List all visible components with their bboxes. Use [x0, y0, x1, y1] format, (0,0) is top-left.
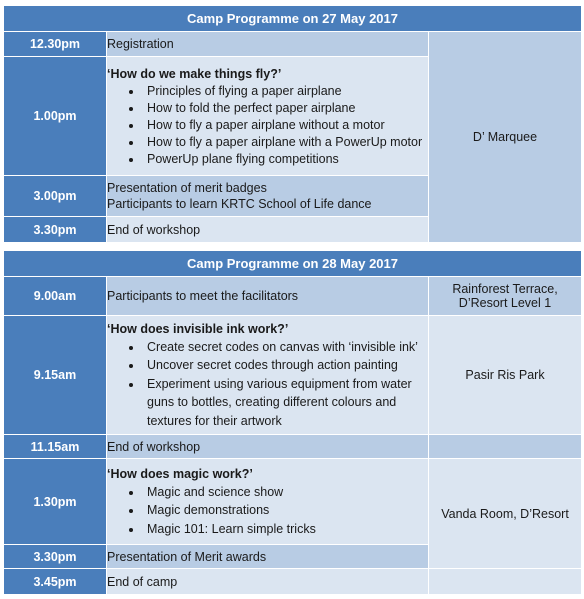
activity-line: Participants to learn KRTC School of Life dance	[107, 197, 372, 211]
time-cell: 3.45pm	[4, 569, 107, 595]
session-heading: ‘How does magic work?’	[107, 466, 253, 481]
activity-cell: End of workshop	[107, 217, 429, 243]
time-cell: 3.00pm	[4, 176, 107, 217]
day1-title: Camp Programme on 27 May 2017	[4, 6, 582, 32]
session-heading: ‘How do we make things fly?’	[107, 66, 282, 81]
list-item: • Magic demonstrations	[143, 501, 428, 520]
venue-cell-empty	[429, 435, 582, 459]
list-item: • How to fly a paper airplane with a PowerUp motor	[143, 134, 428, 151]
list-item: • Create secret codes on canvas with ‘invisible ink’	[143, 338, 428, 357]
time-cell: 9.15am	[4, 316, 107, 435]
day1-venue: D’ Marquee	[429, 32, 582, 243]
time-cell: 3.30pm	[4, 217, 107, 243]
activity-cell: Participants to meet the facilitators	[107, 277, 429, 316]
list-item: • Experiment using various equipment from water guns to bottles, creating different colours and textures for their artwork	[143, 375, 428, 431]
list-item: • Uncover secret codes through action painting	[143, 356, 428, 375]
day1-header-row	[4, 6, 582, 32]
time-cell: 1.30pm	[4, 459, 107, 545]
activity-cell: Presentation of Merit awards	[107, 545, 429, 569]
day1-programme-table	[3, 5, 582, 243]
list-item: • Magic and science show	[143, 483, 428, 502]
schedule-row	[4, 277, 582, 316]
venue-cell: Rainforest Terrace, D’Resort Level 1	[429, 277, 582, 316]
day2-header-row	[4, 251, 582, 277]
venue-cell: Pasir Ris Park	[429, 316, 582, 435]
time-cell: 11.15am	[4, 435, 107, 459]
activity-cell	[107, 57, 429, 176]
list-item: • How to fly a paper airplane without a motor	[143, 117, 428, 134]
activity-cell: End of workshop	[107, 435, 429, 459]
list-item: • Principles of flying a paper airplane	[143, 83, 428, 100]
list-item: • How to fold the perfect paper airplane	[143, 100, 428, 117]
time-cell: 12.30pm	[4, 32, 107, 57]
schedule-row	[4, 32, 582, 57]
session-heading: ‘How does invisible ink work?’	[107, 321, 289, 336]
time-cell: 1.00pm	[4, 57, 107, 176]
list-item: • Magic 101: Learn simple tricks	[143, 520, 428, 539]
activity-list	[107, 483, 428, 539]
venue-cell: Vanda Room, D’Resort	[429, 459, 582, 569]
list-item: • PowerUp plane flying competitions	[143, 151, 428, 168]
schedule-row	[4, 459, 582, 545]
activity-cell: Registration	[107, 32, 429, 57]
schedule-row	[4, 435, 582, 459]
activity-list	[107, 338, 428, 431]
time-cell: 3.30pm	[4, 545, 107, 569]
activity-line: Presentation of merit badges	[107, 181, 267, 195]
activity-cell	[107, 316, 429, 435]
day2-title: Camp Programme on 28 May 2017	[4, 251, 582, 277]
schedule-row	[4, 316, 582, 435]
time-cell: 9.00am	[4, 277, 107, 316]
venue-cell-empty	[429, 569, 582, 595]
activity-cell	[107, 459, 429, 545]
schedule-row	[4, 569, 582, 595]
day2-programme-table	[3, 250, 582, 595]
activity-list	[107, 83, 428, 168]
activity-cell	[107, 176, 429, 217]
activity-cell: End of camp	[107, 569, 429, 595]
